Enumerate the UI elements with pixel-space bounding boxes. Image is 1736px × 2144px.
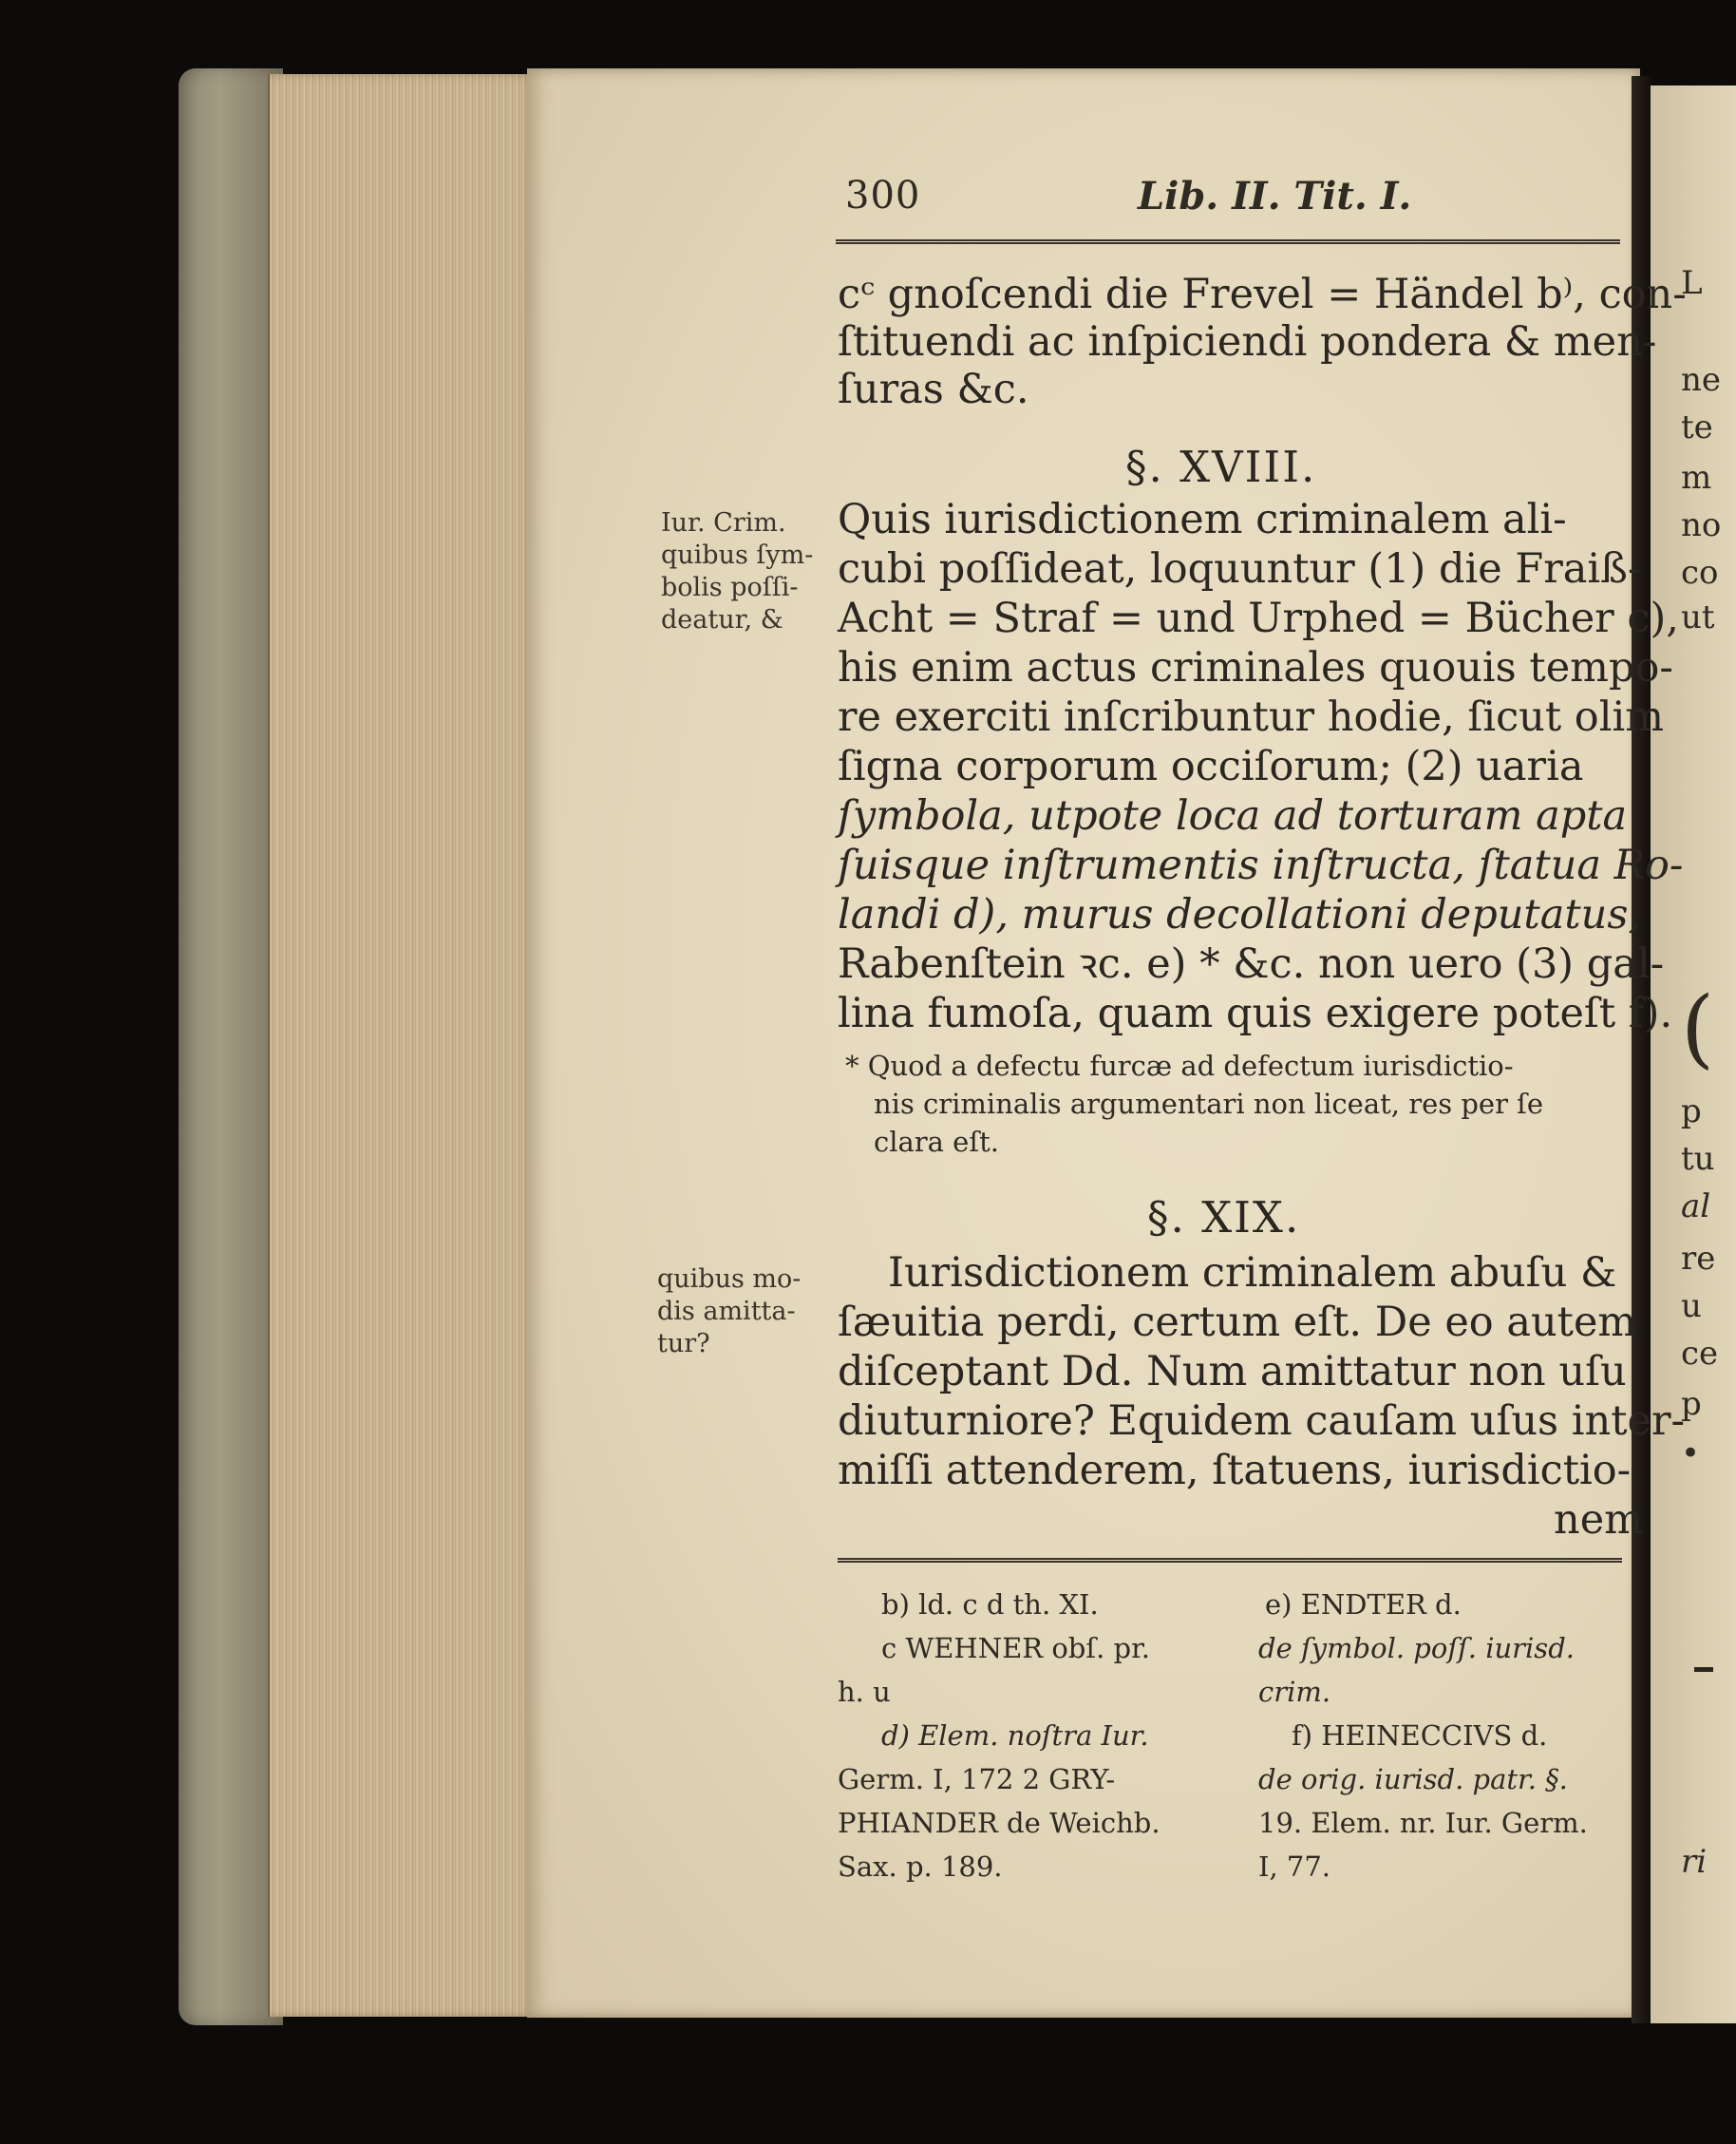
body-line: cubi poſſideat, loquuntur (1) die Fraiß- xyxy=(838,545,1642,593)
running-title: Lib. II. Tit. I. xyxy=(1138,174,1412,218)
footnote-line: de ſymbol. poſſ. iurisd. xyxy=(1258,1632,1575,1664)
facing-fragment: ( xyxy=(1681,978,1715,1078)
body-line: landi d), murus decollationi deputatus, xyxy=(838,891,1642,939)
margin-note: deatur, & xyxy=(661,605,783,635)
body-line: ſtituendi ac inſpiciendi pondera & men- xyxy=(838,318,1657,366)
facing-fragment: p xyxy=(1681,1092,1702,1130)
margin-note: quibus mo- xyxy=(657,1264,802,1294)
facing-fragment: tu xyxy=(1681,1140,1715,1178)
section-heading: §. XIX. xyxy=(1147,1192,1301,1243)
body-line: ſæuitia perdi, certum eſt. De eo autem xyxy=(838,1299,1637,1346)
facing-fragment: ri xyxy=(1681,1843,1708,1881)
body-line: ſuisque inſtrumentis inſtructa, ſtatua Ro- xyxy=(838,842,1684,889)
facing-fragment: ut xyxy=(1681,598,1715,636)
body-line: Acht = Straf = und Urphed = Bücher c), xyxy=(838,595,1679,642)
facing-fragment: co xyxy=(1681,554,1719,592)
footnote-line: I, 77. xyxy=(1258,1850,1331,1883)
footnote-line: b) ld. c d th. XI. xyxy=(881,1588,1099,1621)
footnote-line: crim. xyxy=(1258,1676,1331,1708)
facing-page-dash xyxy=(1694,1667,1713,1672)
body-line: cᶜ gnoſcendi die Frevel = Händel b⁾, con- xyxy=(838,271,1687,318)
margin-note: Iur. Crim. xyxy=(661,508,786,538)
facing-fragment: al xyxy=(1681,1187,1711,1225)
body-line: Iurisdictionem criminalem abuſu & xyxy=(888,1249,1617,1297)
footnote-line: e) ENDTER d. xyxy=(1265,1588,1462,1621)
body-line: his enim actus criminales quouis tempo- xyxy=(838,644,1673,692)
footnote-rule xyxy=(838,1558,1622,1563)
footnote-line: h. u xyxy=(838,1676,891,1708)
body-line: diſceptant Dd. Num amittatur non uſu xyxy=(838,1348,1627,1395)
footnote-line: c WEHNER obſ. pr. xyxy=(881,1632,1150,1664)
facing-fragment: • xyxy=(1681,1434,1701,1472)
facing-fragment: ce xyxy=(1681,1335,1719,1373)
facing-fragment: p xyxy=(1681,1385,1702,1423)
body-line: ſymbola, utpote loca ad torturam apta xyxy=(838,792,1628,840)
asterisk-note-line: nis criminalis argumentari non liceat, res per ſe xyxy=(874,1088,1544,1120)
margin-note: bolis poſſi- xyxy=(661,573,799,602)
facing-fragment: L xyxy=(1681,264,1703,302)
header-rule xyxy=(836,239,1620,244)
body-line: lina fumoſa, quam quis exigere poteſt f). xyxy=(838,990,1673,1037)
margin-note: dis amitta- xyxy=(657,1297,796,1326)
page-number: 300 xyxy=(845,174,921,218)
facing-fragment: re xyxy=(1681,1240,1716,1278)
body-line: re exerciti inſcribuntur hodie, ſicut olim xyxy=(838,693,1664,741)
asterisk-note-line: clara eſt. xyxy=(874,1126,999,1158)
facing-fragment: no xyxy=(1681,506,1722,544)
asterisk-note-line: * Quod a defectu furcæ ad defectum iurisdictio- xyxy=(845,1050,1514,1082)
footnote-line: PHIANDER de Weichb. xyxy=(838,1807,1160,1839)
body-line: ſuras &c. xyxy=(838,366,1029,413)
body-line: ſigna corporum occiſorum; (2) uaria xyxy=(838,743,1584,790)
footnote-line: 19. Elem. nr. Iur. Germ. xyxy=(1258,1807,1588,1839)
footnote-line: Germ. I, 172 2 GRY- xyxy=(838,1763,1116,1795)
footnote-line: de orig. iurisd. patr. §. xyxy=(1258,1763,1568,1795)
margin-note: tur? xyxy=(657,1329,710,1358)
page-block-edge xyxy=(268,74,536,2017)
body-line: miſſi attenderem, ſtatuens, iurisdictio- xyxy=(838,1447,1632,1494)
footnote-line: Sax. p. 189. xyxy=(838,1850,1003,1883)
catchword: nem xyxy=(1554,1496,1643,1544)
facing-fragment: ne xyxy=(1681,361,1722,399)
facing-fragment: m xyxy=(1681,459,1712,497)
margin-note: quibus ſym- xyxy=(661,541,814,570)
body-line: diuturniore? Equidem cauſam uſus inter- xyxy=(838,1397,1686,1445)
section-heading: §. XVIII. xyxy=(1125,442,1317,492)
facing-fragment: te xyxy=(1681,408,1713,446)
footnote-line: f) HEINECCIVS d. xyxy=(1292,1719,1548,1752)
body-line: Quis iurisdictionem criminalem ali- xyxy=(838,496,1567,543)
footnote-line: d) Elem. noſtra Iur. xyxy=(881,1719,1149,1752)
body-line: Rabenſtein ꝛc. e) * &c. non uero (3) gal- xyxy=(838,940,1665,988)
page-gutter xyxy=(1632,76,1652,2023)
facing-fragment: u xyxy=(1681,1287,1702,1325)
facing-page-edge xyxy=(1651,85,1736,2023)
